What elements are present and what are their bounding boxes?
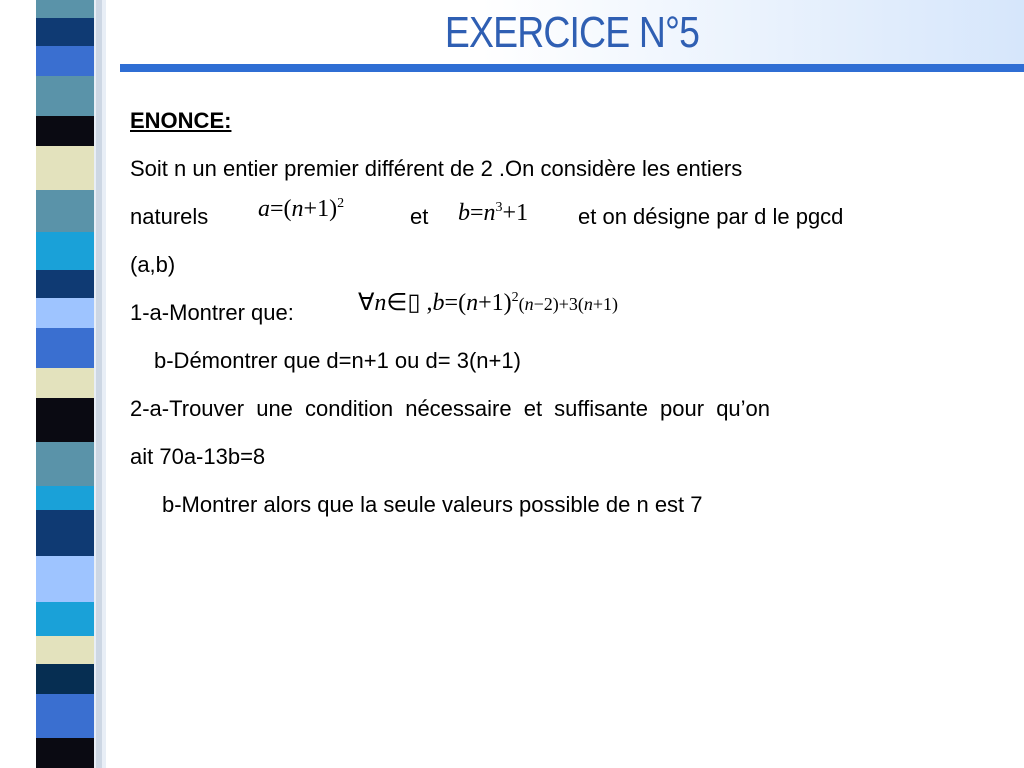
- statement-line-2c: et on désigne par d le pgcd: [578, 204, 844, 229]
- decorative-stripe-band: [0, 0, 120, 768]
- right-stripe-column: [94, 0, 106, 768]
- enonce-heading: ENONCE:: [130, 108, 232, 133]
- statement-line-2b: et: [410, 204, 429, 229]
- formula-a: $a=(n+1)^2$: [258, 196, 345, 222]
- question-1a: 1-a-Montrer que:: [130, 300, 294, 325]
- slide-title: EXERCICE N°5: [444, 8, 700, 57]
- statement-line-3: (a,b): [130, 252, 176, 277]
- question-2a: [130, 396, 924, 422]
- title-underline-rule: [120, 64, 1024, 72]
- question-1b: b-Démontrer que d=n+1 ou d= 3(n+1): [154, 348, 521, 373]
- left-stripe-column: [0, 0, 10, 768]
- question-2a-continued: ait 70a-13b=8: [130, 444, 266, 469]
- question-2b: b-Montrer alors que la seule valeurs possible de n est 7: [162, 492, 703, 517]
- main-stripe-column: [36, 0, 94, 768]
- statement-line-1: Soit n un entier premier différent de 2 .On considère les entiers: [130, 156, 743, 181]
- formula-b-expansion: ∀n∈▯ $,b=(n+1)^2(n-2)+3(n+1)$: [358, 290, 619, 316]
- question-2a-text: 2-a-Trouver une condition nécessaire et suffisante pour qu’on: [130, 396, 771, 421]
- statement-line-2a: naturels: [130, 204, 209, 229]
- formula-b: $b=n^3+1$: [458, 200, 529, 226]
